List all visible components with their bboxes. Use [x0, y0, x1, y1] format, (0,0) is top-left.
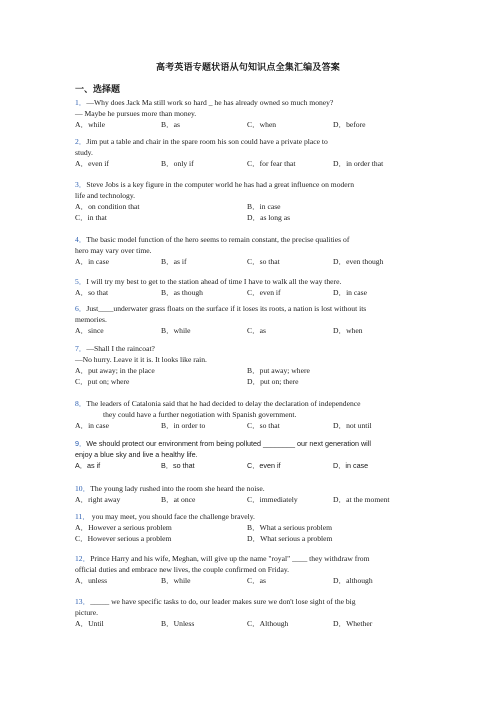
option-c[interactable]: C．as: [247, 326, 266, 335]
question-stem-continuation: — Maybe he pursues more than money.: [75, 109, 197, 118]
answer-options: [75, 365, 420, 376]
option-a[interactable]: A．However a serious problem: [75, 523, 172, 532]
option-c[interactable]: C．Although: [247, 619, 289, 628]
question-number: 9．: [75, 439, 87, 448]
question-9: [75, 438, 420, 471]
question-stem: 7．—Shall I the raincoat?: [75, 344, 155, 353]
option-b[interactable]: B．What a serious problem: [247, 523, 332, 532]
answer-options: [75, 256, 420, 267]
option-c[interactable]: C．even if: [247, 461, 281, 470]
option-c[interactable]: C．put on; where: [75, 377, 130, 386]
option-a[interactable]: A．in case: [75, 257, 109, 266]
option-a[interactable]: A．Until: [75, 619, 104, 628]
question-stem-continuation: life and technology.: [75, 191, 136, 200]
answer-options: [75, 325, 420, 336]
option-d[interactable]: D．Whether: [333, 619, 373, 628]
question-2: [75, 136, 420, 169]
question-stem-continuation: enjoy a blue sky and live a healthy life.: [75, 450, 198, 459]
question-number: 3．: [75, 180, 87, 189]
option-c[interactable]: C．when: [247, 120, 277, 129]
option-a[interactable]: A．since: [75, 326, 104, 335]
option-d[interactable]: D．although: [333, 576, 373, 585]
question-1: [75, 97, 420, 130]
option-a[interactable]: A．in case: [75, 421, 109, 430]
question-number: 7．: [75, 344, 87, 353]
question-stem-continuation: picture.: [75, 608, 98, 617]
option-d[interactable]: D．before: [333, 120, 366, 129]
option-a[interactable]: A．even if: [75, 159, 109, 168]
option-b[interactable]: B．only if: [161, 159, 194, 168]
question-stem-continuation: official duties and embrace new lives, the couple confirmed on Friday.: [75, 565, 290, 574]
answer-options: [75, 618, 420, 629]
question-number: 5．: [75, 277, 87, 286]
option-b[interactable]: B．in order to: [161, 421, 206, 430]
question-number: 4．: [75, 235, 87, 244]
option-c[interactable]: C．as: [247, 576, 266, 585]
answer-options: [75, 212, 420, 223]
question-number: 13．: [75, 597, 91, 606]
answer-options: [75, 119, 420, 130]
option-d[interactable]: D．in order that: [333, 159, 384, 168]
option-a[interactable]: A．put away; in the place: [75, 366, 155, 375]
question-stem: 13．_____ we have specific tasks to do, our leader makes sure we don't lose sight of the big: [75, 597, 356, 606]
option-c[interactable]: C．so that: [247, 421, 280, 430]
question-stem: 10．The young lady rushed into the room she heard the noise.: [75, 484, 265, 493]
option-d[interactable]: D．as long as: [247, 213, 291, 222]
document-title: 高考英语专题状语从句知识点全集汇编及答案: [155, 62, 340, 72]
option-c[interactable]: C．even if: [247, 288, 281, 297]
option-c[interactable]: C．immediately: [247, 495, 298, 504]
answer-options: [75, 575, 420, 586]
question-stem: 8．The leaders of Catalonia said that he had decided to delay the declaration of independence: [75, 399, 361, 408]
question-11: [75, 511, 420, 544]
question-number: 6．: [75, 304, 87, 313]
question-stem-continuation: —No hurry. Leave it it is. It looks like rain.: [75, 355, 207, 364]
question-number: 11．: [75, 512, 90, 521]
question-number: 1．: [75, 98, 87, 107]
question-number: 2．: [75, 137, 87, 146]
option-d[interactable]: D．at the moment: [333, 495, 390, 504]
option-d[interactable]: D．not until: [333, 421, 372, 430]
answer-options: [75, 460, 420, 471]
option-b[interactable]: B．so that: [161, 461, 195, 470]
question-stem: 9．We should protect our environment from being polluted ________ our next generation will: [75, 439, 371, 448]
option-a[interactable]: A．right away: [75, 495, 121, 504]
answer-options: [75, 420, 420, 431]
question-7: [75, 343, 420, 387]
option-b[interactable]: B．in case: [247, 202, 281, 211]
option-b[interactable]: B．at once: [161, 495, 196, 504]
option-d[interactable]: D．put on; there: [247, 377, 299, 386]
question-8: [75, 398, 420, 431]
question-stem-continuation: memories.: [75, 315, 107, 324]
option-a[interactable]: A．so that: [75, 288, 109, 297]
question-number: 8．: [75, 399, 87, 408]
section-heading: 一、选择题: [75, 84, 121, 94]
question-stem-continuation: study.: [75, 148, 93, 157]
option-a[interactable]: A．on condition that: [75, 202, 140, 211]
question-stem: 3．Steve Jobs is a key figure in the computer world he has had a great influence on modern: [75, 180, 354, 189]
answer-options: [75, 494, 420, 505]
option-a[interactable]: A．as if: [75, 461, 101, 470]
option-a[interactable]: A．while: [75, 120, 105, 129]
question-stem: 12．Prince Harry and his wife, Meghan, will give up the name "royal" ____ they withdraw from: [75, 554, 370, 563]
option-b[interactable]: B．while: [161, 576, 191, 585]
option-c[interactable]: C．so that: [247, 257, 280, 266]
question-13: [75, 596, 420, 629]
option-c[interactable]: C．for fear that: [247, 159, 296, 168]
option-b[interactable]: B．as: [161, 120, 180, 129]
question-stem-continuation: hero may vary over time.: [75, 246, 152, 255]
question-stem: 5．I will try my best to get to the station ahead of time I have to walk all the way there.: [75, 277, 342, 286]
answer-options: [75, 533, 420, 544]
question-4: [75, 234, 420, 267]
option-b[interactable]: B．as if: [161, 257, 187, 266]
question-stem: 11． you may meet, you should face the challenge bravely.: [75, 512, 255, 521]
question-3: [75, 179, 420, 223]
option-c[interactable]: C．in that: [75, 213, 107, 222]
option-d[interactable]: D．even though: [333, 257, 384, 266]
question-10: [75, 483, 420, 505]
question-stem-continuation: they could have a further negotiation with Spanish government.: [103, 410, 297, 419]
question-5: [75, 276, 420, 298]
option-b[interactable]: B．Unless: [161, 619, 195, 628]
question-stem: 2．Jim put a table and chair in the spare room his son could have a private place to: [75, 137, 328, 146]
question-number: 12．: [75, 554, 91, 563]
option-b[interactable]: B．while: [161, 326, 191, 335]
question-stem: 1．—Why does Jack Ma still work so hard _ he has already owned so much money?: [75, 98, 334, 107]
question-6: [75, 303, 420, 336]
option-d[interactable]: D．in case: [333, 461, 369, 470]
question-number: 10．: [75, 484, 91, 493]
answer-options: [75, 522, 420, 533]
question-12: [75, 553, 420, 586]
answer-options: [75, 376, 420, 387]
answer-options: [75, 201, 420, 212]
answer-options: [75, 158, 420, 169]
option-d[interactable]: D．in case: [333, 288, 367, 297]
question-stem: 6．Just____underwater grass floats on the surface if it loses its roots, a nation is lost without its: [75, 304, 367, 313]
option-b[interactable]: B．put away; where: [247, 366, 310, 375]
answer-options: [75, 287, 420, 298]
option-c[interactable]: C．However serious a problem: [75, 534, 172, 543]
option-d[interactable]: D．when: [333, 326, 363, 335]
option-d[interactable]: D．What serious a problem: [247, 534, 333, 543]
option-b[interactable]: B．as though: [161, 288, 203, 297]
option-a[interactable]: A．unless: [75, 576, 108, 585]
question-stem: 4．The basic model function of the hero seems to remain constant, the precise qualities of: [75, 235, 350, 244]
